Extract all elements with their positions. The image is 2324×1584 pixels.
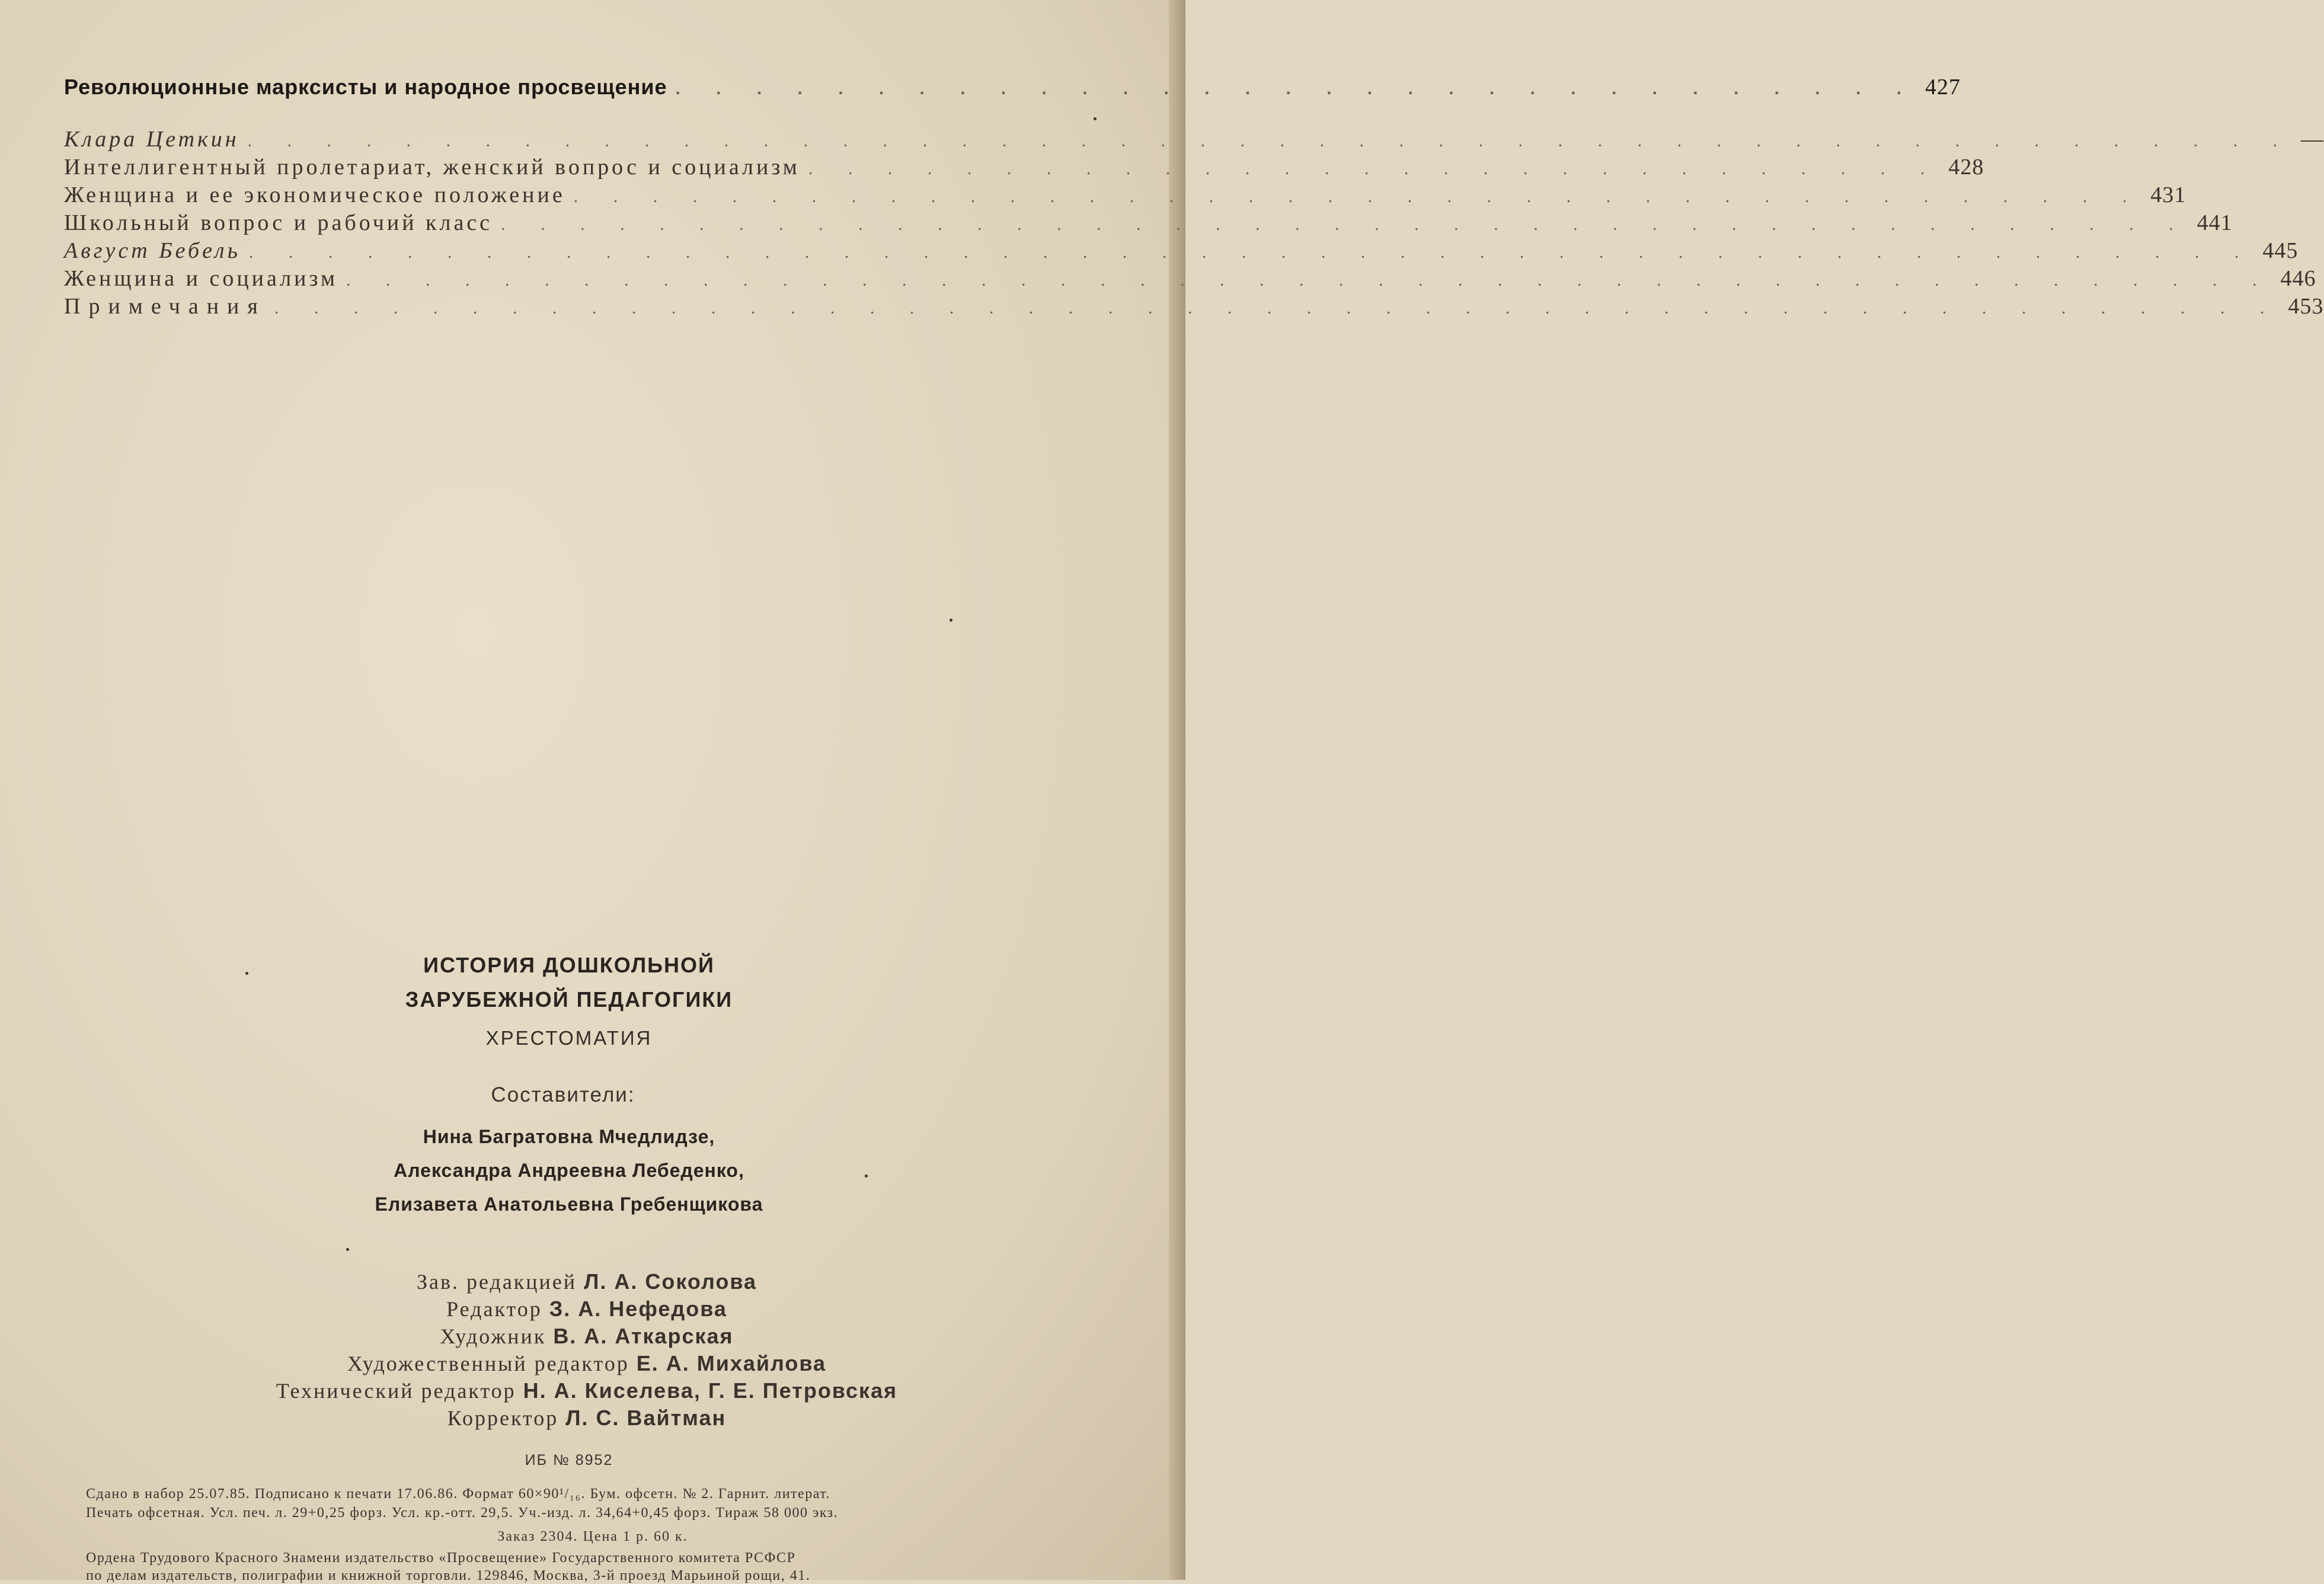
toc-entry bbox=[64, 265, 2316, 293]
ib-number: ИБ № 8952 bbox=[525, 1452, 613, 1468]
paper-speck bbox=[1094, 117, 1097, 120]
staff-role: Зав. редакцией bbox=[416, 1270, 577, 1294]
paper-speck bbox=[950, 619, 952, 622]
toc-entry bbox=[64, 238, 2299, 265]
toc-entry-title: Август Бебель bbox=[64, 238, 241, 263]
imprint-line: по делам издательств, полиграфии и книжной торговли. 129846, Москва, 3-й проезд Марьиной рощи, 41. bbox=[86, 1568, 811, 1583]
toc-leader-dots: . . . . . . . . . . . . . . . . . . . . . . . . . . . . . . . . . . . . . . . . . . . . . . . . . . . bbox=[248, 242, 2255, 262]
toc-entry-page: 428 bbox=[1948, 155, 1984, 180]
toc-leader-dots: . . . . . . . . . . . . . . . . . . . . . . . . . . . . . . . bbox=[675, 79, 1917, 98]
toc-entry-title: Школьный вопрос и рабочий класс bbox=[64, 210, 493, 235]
toc-entry-title: Клара Цеткин bbox=[64, 127, 239, 152]
toc-entry-page: 446 bbox=[2280, 266, 2316, 291]
toc-entry-page: 453 bbox=[2288, 294, 2324, 319]
toc-entry-title: Примечания bbox=[64, 294, 266, 319]
editorial-staff bbox=[0, 1268, 1179, 1432]
staff-name: В. А. Аткарская bbox=[553, 1324, 734, 1348]
book-subtitle: ХРЕСТОМАТИЯ bbox=[485, 1027, 653, 1049]
toc-leader-dots: . . . . . . . . . . . . . . . . . . . . . . . . . . . . . bbox=[808, 159, 1941, 178]
toc-entry bbox=[64, 154, 1984, 182]
staff-role: Художественный редактор bbox=[347, 1352, 629, 1375]
staff-line bbox=[0, 1295, 1179, 1323]
compiler-name: Елизавета Анатольевна Гребенщикова bbox=[375, 1193, 763, 1215]
staff-role: Художник bbox=[440, 1324, 546, 1348]
compiler-name: Нина Багратовна Мчедлидзе, bbox=[423, 1126, 715, 1147]
toc-entry-title: Интеллигентный пролетариат, женский вопрос и социализм bbox=[64, 155, 800, 180]
book-title bbox=[0, 948, 1162, 1017]
toc-entry bbox=[64, 126, 2324, 154]
staff-name: З. А. Нефедова bbox=[549, 1297, 727, 1321]
staff-role: Технический редактор bbox=[276, 1379, 516, 1403]
staff-role: Редактор bbox=[446, 1297, 542, 1321]
toc-leader-dots: . . . . . . . . . . . . . . . . . . . . . . . . . . . . . . . . . . . . . . . . . . . bbox=[501, 215, 2189, 234]
toc-entry-page: 441 bbox=[2197, 210, 2233, 235]
compilers-list bbox=[0, 1120, 1162, 1221]
toc-entry bbox=[64, 210, 2233, 238]
imprint-line: Ордена Трудового Красного Знамени издательство «Просвещение» Государственного комитета РСФСР bbox=[86, 1550, 796, 1566]
toc-leader-dots: . . . . . . . . . . . . . . . . . . . . . . . . . . . . . . . . . . . . . . . . . . . . . . . . . bbox=[346, 270, 2272, 290]
staff-line bbox=[0, 1323, 1179, 1350]
toc-heading bbox=[64, 74, 1961, 110]
staff-line bbox=[0, 1404, 1179, 1432]
compiler-name: Александра Андреевна Лебеденко, bbox=[394, 1160, 744, 1181]
toc-entry-title: Женщина и ее экономическое положение bbox=[64, 183, 565, 207]
toc-leader-dots: . . . . . . . . . . . . . . . . . . . . . . . . . . . . . . . . . . . . . . . . . . . . . . . . . . . . bbox=[247, 131, 2293, 151]
toc-entry-title: Женщина и социализм bbox=[64, 266, 338, 291]
imprint-line: Заказ 2304. Цена 1 р. 60 к. bbox=[497, 1529, 688, 1544]
toc-entry-page: 431 bbox=[2150, 183, 2186, 207]
paper-speck bbox=[865, 1175, 868, 1177]
compilers-label: Составители: bbox=[491, 1083, 635, 1106]
book-title-line: ЗАРУБЕЖНОЙ ПЕДАГОГИКИ bbox=[405, 987, 733, 1012]
staff-line bbox=[0, 1350, 1179, 1377]
paper-speck bbox=[245, 972, 248, 975]
book-title-line: ИСТОРИЯ ДОШКОЛЬНОЙ bbox=[423, 953, 715, 977]
staff-name: Н. А. Киселева, Г. Е. Петровская bbox=[523, 1378, 898, 1403]
staff-name: Л. С. Вайтман bbox=[565, 1406, 727, 1430]
toc-entry bbox=[64, 293, 2324, 321]
paper-speck bbox=[346, 1248, 349, 1251]
staff-role: Корректор bbox=[447, 1406, 559, 1430]
toc-leader-dots: . . . . . . . . . . . . . . . . . . . . . . . . . . . . . . . . . . . . . . . . . . . . . . . . . . . bbox=[274, 298, 2280, 318]
table-of-contents bbox=[64, 74, 2324, 321]
imprint-line: Сдано в набор 25.07.85. Подписано к печати 17.06.86. Формат 60×90¹/₁₆. Бум. офсетн. № 2. Гарнит. литерат. bbox=[86, 1486, 830, 1502]
staff-name: Л. А. Соколова bbox=[584, 1269, 757, 1294]
imprint-line: Печать офсетная. Усл. печ. л. 29+0,25 форз. Усл. кр.-отт. 29,5. Уч.-изд. л. 34,64+0,45 форз. Тираж 58 000 экз. bbox=[86, 1505, 839, 1521]
toc-entry-page: 445 bbox=[2262, 238, 2299, 263]
toc-entry-page: — bbox=[2301, 127, 2324, 152]
staff-line bbox=[0, 1377, 1179, 1404]
toc-heading-title: Революционные марксисты и народное просвещение bbox=[64, 75, 667, 99]
toc-leader-dots: . . . . . . . . . . . . . . . . . . . . . . . . . . . . . . . . . . . . . . . . bbox=[573, 187, 2143, 206]
toc-heading-page: 427 bbox=[1925, 75, 1961, 100]
staff-line bbox=[0, 1268, 1179, 1295]
toc-entry bbox=[64, 182, 2186, 210]
staff-name: Е. А. Михайлова bbox=[636, 1351, 827, 1375]
